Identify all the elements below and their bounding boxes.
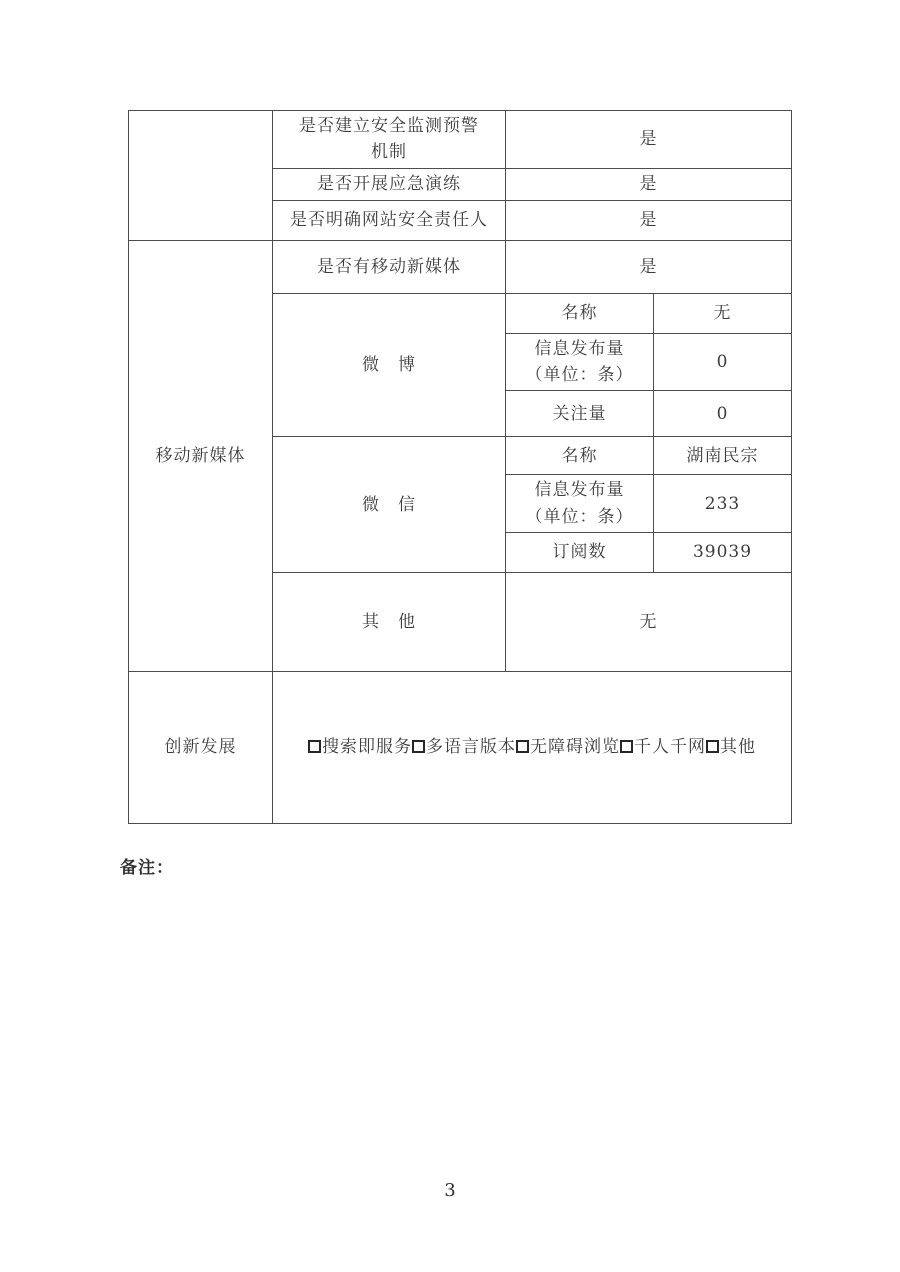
option-accessibility: [516, 737, 620, 757]
cell-weibo-followers-value: 0: [654, 391, 792, 437]
page-number: 3: [444, 1180, 456, 1201]
checkbox-personalized[interactable]: [620, 740, 633, 753]
cell-wechat-subscriptions-label: 订阅数: [506, 533, 654, 573]
cell-wechat-name-label: 名称: [506, 437, 654, 475]
checkbox-search-as-service[interactable]: [308, 740, 321, 753]
option-other: [706, 737, 756, 757]
cell-weibo-label: 微 博: [273, 293, 506, 437]
weibo-posts-label-line2: （单位：条）: [525, 365, 634, 386]
row-security-monitor: [129, 111, 792, 169]
option-search-as-service: [308, 737, 412, 757]
wechat-posts-label-line2: （单位：条）: [525, 506, 634, 527]
cell-security-monitor-label: [273, 111, 506, 169]
checkbox-label-personalized: 千人千网: [634, 737, 706, 758]
checkbox-label-multilingual: 多语言版本: [426, 737, 516, 758]
cell-wechat-label: 微 信: [273, 437, 506, 573]
cell-group-label-blank: [129, 111, 273, 241]
cell-group-label-innovation: 创新发展: [129, 672, 273, 824]
weibo-posts-label-line1: 信息发布量: [534, 338, 625, 359]
row-has-mobile-media: [129, 240, 792, 293]
cell-security-owner-value: 是: [506, 200, 792, 240]
checkbox-label-other: 其他: [720, 737, 756, 758]
remark-label: 备注：: [120, 858, 174, 878]
annual-report-table: [128, 110, 792, 824]
checkbox-accessibility[interactable]: [516, 740, 529, 753]
cell-emergency-drill-value: 是: [506, 168, 792, 200]
cell-weibo-name-label: 名称: [506, 293, 654, 333]
cell-weibo-posts-label: [506, 333, 654, 391]
checkbox-multilingual[interactable]: [412, 740, 425, 753]
cell-has-mobile-media-label: 是否有移动新媒体: [273, 240, 506, 293]
cell-other-media-label: 其 他: [273, 573, 506, 672]
cell-wechat-posts-value: 233: [654, 475, 792, 533]
cell-weibo-name-value: 无: [654, 293, 792, 333]
cell-weibo-followers-label: 关注量: [506, 391, 654, 437]
innovation-options-line: [308, 737, 756, 757]
cell-security-owner-label: 是否明确网站安全责任人: [273, 200, 506, 240]
row-innovation: [129, 672, 792, 824]
option-multilingual: [412, 737, 516, 757]
cell-has-mobile-media-value: 是: [506, 240, 792, 293]
cell-weibo-posts-value: 0: [654, 333, 792, 391]
checkbox-other[interactable]: [706, 740, 719, 753]
cell-other-media-value: 无: [506, 573, 792, 672]
cell-group-label-mobile-media: 移动新媒体: [129, 240, 273, 671]
cell-wechat-subscriptions-value: 39039: [654, 533, 792, 573]
security-monitor-label: 是否建立安全监测预警机制: [299, 116, 479, 163]
cell-wechat-posts-label: [506, 475, 654, 533]
cell-emergency-drill-label: 是否开展应急演练: [273, 168, 506, 200]
cell-security-monitor-value: 是: [506, 111, 792, 169]
option-personalized: [620, 737, 706, 757]
checkbox-label-search-as-service: 搜索即服务: [322, 737, 412, 758]
cell-innovation-options: [273, 672, 792, 824]
cell-wechat-name-value: 湖南民宗: [654, 437, 792, 475]
checkbox-label-accessibility: 无障碍浏览: [530, 737, 620, 758]
wechat-posts-label-line1: 信息发布量: [534, 480, 625, 501]
